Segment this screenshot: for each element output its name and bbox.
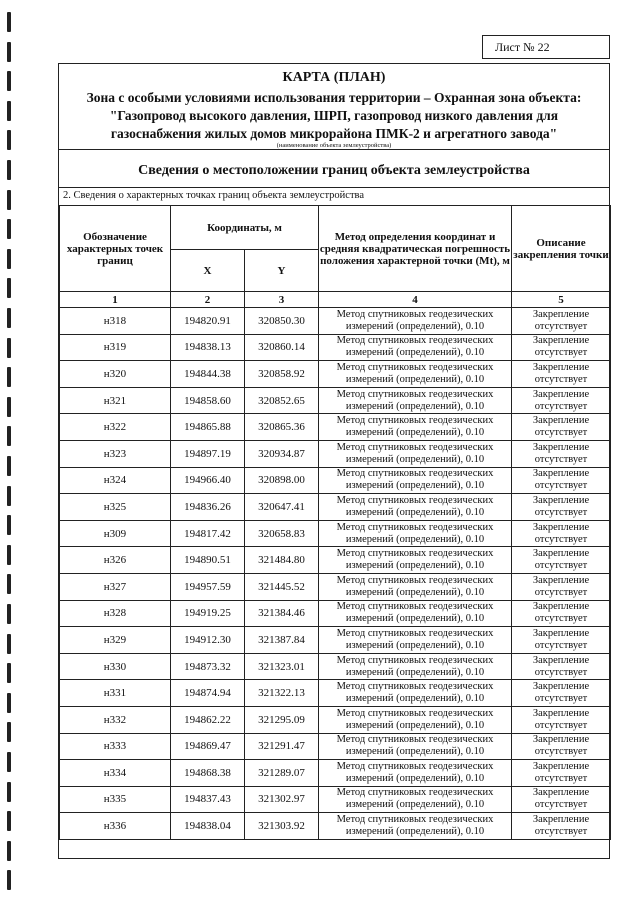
subtitle-line: "Газопровод высокого давления, ШРП, газопровод низкого давления для bbox=[109, 108, 559, 123]
x-coordinate-cell: 194874.94 bbox=[171, 680, 245, 707]
table-row bbox=[60, 414, 611, 441]
binding-hole bbox=[7, 101, 11, 121]
subsection-title: 2. Сведения о характерных точках границ объекта землеустройства bbox=[63, 190, 365, 201]
method-cell: Метод спутниковых геодезических измерений (определений), 0.10 bbox=[319, 494, 512, 521]
method-cell: Метод спутниковых геодезических измерений (определений), 0.10 bbox=[319, 653, 512, 680]
x-coordinate-cell: 194844.38 bbox=[171, 361, 245, 388]
x-coordinate-cell: 194838.13 bbox=[171, 334, 245, 361]
fixing-cell: Закрепление отсутствует bbox=[512, 467, 611, 494]
y-coordinate-cell: 321303.92 bbox=[245, 813, 319, 840]
binding-hole bbox=[7, 367, 11, 387]
x-coordinate-cell: 194865.88 bbox=[171, 414, 245, 441]
fixing-cell: Закрепление отсутствует bbox=[512, 334, 611, 361]
table-row bbox=[60, 520, 611, 547]
col-index: 5 bbox=[512, 292, 611, 308]
point-id-cell: н335 bbox=[60, 786, 171, 813]
method-cell: Метод спутниковых геодезических измерений (определений), 0.10 bbox=[319, 361, 512, 388]
binding-hole bbox=[7, 870, 11, 890]
point-id-cell: н318 bbox=[60, 308, 171, 335]
point-id-cell: н331 bbox=[60, 680, 171, 707]
table-row bbox=[60, 573, 611, 600]
table-row bbox=[60, 600, 611, 627]
binding-hole bbox=[7, 722, 11, 742]
point-id-cell: н319 bbox=[60, 334, 171, 361]
point-id-cell: н328 bbox=[60, 600, 171, 627]
binding-hole bbox=[7, 308, 11, 328]
table-body bbox=[60, 308, 611, 840]
fixing-cell: Закрепление отсутствует bbox=[512, 440, 611, 467]
y-coordinate-cell: 320865.36 bbox=[245, 414, 319, 441]
point-id-cell: н323 bbox=[60, 440, 171, 467]
binding-hole bbox=[7, 338, 11, 358]
binding-hole bbox=[7, 693, 11, 713]
binding-hole bbox=[7, 278, 11, 298]
y-coordinate-cell: 321445.52 bbox=[245, 573, 319, 600]
table-row bbox=[60, 308, 611, 335]
x-coordinate-cell: 194858.60 bbox=[171, 387, 245, 414]
method-cell: Метод спутниковых геодезических измерений (определений), 0.10 bbox=[319, 813, 512, 840]
point-id-cell: н329 bbox=[60, 627, 171, 654]
point-id-cell: н334 bbox=[60, 760, 171, 787]
col-header-fixing: Описание закрепления точки bbox=[512, 206, 611, 292]
y-coordinate-cell: 320858.92 bbox=[245, 361, 319, 388]
method-cell: Метод спутниковых геодезических измерений (определений), 0.10 bbox=[319, 733, 512, 760]
x-coordinate-cell: 194820.91 bbox=[171, 308, 245, 335]
document-frame bbox=[58, 63, 610, 859]
method-cell: Метод спутниковых геодезических измерений (определений), 0.10 bbox=[319, 387, 512, 414]
binding-hole bbox=[7, 841, 11, 861]
x-coordinate-cell: 194838.04 bbox=[171, 813, 245, 840]
binding-hole bbox=[7, 811, 11, 831]
fixing-cell: Закрепление отсутствует bbox=[512, 494, 611, 521]
x-coordinate-cell: 194966.40 bbox=[171, 467, 245, 494]
method-cell: Метод спутниковых геодезических измерений (определений), 0.10 bbox=[319, 786, 512, 813]
document-subtitle bbox=[59, 89, 609, 143]
x-coordinate-cell: 194836.26 bbox=[171, 494, 245, 521]
fixing-cell: Закрепление отсутствует bbox=[512, 813, 611, 840]
x-coordinate-cell: 194817.42 bbox=[171, 520, 245, 547]
fixing-cell: Закрепление отсутствует bbox=[512, 706, 611, 733]
col-index: 4 bbox=[319, 292, 512, 308]
col-index: 3 bbox=[245, 292, 319, 308]
point-id-cell: н320 bbox=[60, 361, 171, 388]
binding-hole bbox=[7, 456, 11, 476]
y-coordinate-cell: 320898.00 bbox=[245, 467, 319, 494]
y-coordinate-cell: 321384.46 bbox=[245, 600, 319, 627]
subtitle-line: газоснабжения жилых домов микрорайона ПМК-2 и агрегатного завода" bbox=[110, 126, 558, 141]
object-caption: (наименование объекта землеустройства) bbox=[276, 142, 392, 149]
point-id-cell: н333 bbox=[60, 733, 171, 760]
binding-hole bbox=[7, 604, 11, 624]
table-row bbox=[60, 387, 611, 414]
point-id-cell: н309 bbox=[60, 520, 171, 547]
x-coordinate-cell: 194868.38 bbox=[171, 760, 245, 787]
fixing-cell: Закрепление отсутствует bbox=[512, 653, 611, 680]
document-header bbox=[59, 64, 609, 150]
point-id-cell: н321 bbox=[60, 387, 171, 414]
method-cell: Метод спутниковых геодезических измерений (определений), 0.10 bbox=[319, 680, 512, 707]
fixing-cell: Закрепление отсутствует bbox=[512, 733, 611, 760]
binding-hole bbox=[7, 12, 11, 32]
point-id-cell: н322 bbox=[60, 414, 171, 441]
binding-hole bbox=[7, 782, 11, 802]
fixing-cell: Закрепление отсутствует bbox=[512, 627, 611, 654]
binding-hole bbox=[7, 663, 11, 683]
x-coordinate-cell: 194837.43 bbox=[171, 786, 245, 813]
method-cell: Метод спутниковых геодезических измерений (определений), 0.10 bbox=[319, 414, 512, 441]
section-title: Сведения о местоположении границ объекта землеустройства bbox=[59, 154, 609, 188]
binding-hole bbox=[7, 752, 11, 772]
binding-hole bbox=[7, 249, 11, 269]
binding-hole bbox=[7, 426, 11, 446]
x-coordinate-cell: 194890.51 bbox=[171, 547, 245, 574]
method-cell: Метод спутниковых геодезических измерений (определений), 0.10 bbox=[319, 467, 512, 494]
table-row bbox=[60, 467, 611, 494]
y-coordinate-cell: 320658.83 bbox=[245, 520, 319, 547]
binding-hole bbox=[7, 397, 11, 417]
col-header-x: X bbox=[171, 250, 245, 292]
col-index: 2 bbox=[171, 292, 245, 308]
method-cell: Метод спутниковых геодезических измерений (определений), 0.10 bbox=[319, 760, 512, 787]
y-coordinate-cell: 321484.80 bbox=[245, 547, 319, 574]
fixing-cell: Закрепление отсутствует bbox=[512, 387, 611, 414]
table-row bbox=[60, 494, 611, 521]
point-id-cell: н336 bbox=[60, 813, 171, 840]
table-row bbox=[60, 706, 611, 733]
point-id-cell: н325 bbox=[60, 494, 171, 521]
method-cell: Метод спутниковых геодезических измерений (определений), 0.10 bbox=[319, 440, 512, 467]
y-coordinate-cell: 321387.84 bbox=[245, 627, 319, 654]
fixing-cell: Закрепление отсутствует bbox=[512, 414, 611, 441]
point-id-cell: н326 bbox=[60, 547, 171, 574]
method-cell: Метод спутниковых геодезических измерений (определений), 0.10 bbox=[319, 308, 512, 335]
y-coordinate-cell: 321302.97 bbox=[245, 786, 319, 813]
y-coordinate-cell: 321289.07 bbox=[245, 760, 319, 787]
col-header-y: Y bbox=[245, 250, 319, 292]
table-row bbox=[60, 786, 611, 813]
fixing-cell: Закрепление отсутствует bbox=[512, 308, 611, 335]
fixing-cell: Закрепление отсутствует bbox=[512, 786, 611, 813]
method-cell: Метод спутниковых геодезических измерений (определений), 0.10 bbox=[319, 600, 512, 627]
document-title: КАРТА (ПЛАН) bbox=[282, 70, 386, 85]
table-row bbox=[60, 334, 611, 361]
col-header-point: Обозначение характерных точек границ bbox=[60, 206, 171, 292]
binding-hole bbox=[7, 545, 11, 565]
method-cell: Метод спутниковых геодезических измерений (определений), 0.10 bbox=[319, 573, 512, 600]
x-coordinate-cell: 194869.47 bbox=[171, 733, 245, 760]
y-coordinate-cell: 320852.65 bbox=[245, 387, 319, 414]
y-coordinate-cell: 320934.87 bbox=[245, 440, 319, 467]
binding-hole bbox=[7, 634, 11, 654]
binding-hole bbox=[7, 515, 11, 535]
method-cell: Метод спутниковых геодезических измерений (определений), 0.10 bbox=[319, 520, 512, 547]
x-coordinate-cell: 194897.19 bbox=[171, 440, 245, 467]
table-row bbox=[60, 760, 611, 787]
binding-hole bbox=[7, 160, 11, 180]
x-coordinate-cell: 194919.25 bbox=[171, 600, 245, 627]
y-coordinate-cell: 321295.09 bbox=[245, 706, 319, 733]
point-id-cell: н324 bbox=[60, 467, 171, 494]
sheet-number bbox=[482, 35, 610, 59]
binding-hole bbox=[7, 71, 11, 91]
method-cell: Метод спутниковых геодезических измерений (определений), 0.10 bbox=[319, 334, 512, 361]
fixing-cell: Закрепление отсутствует bbox=[512, 520, 611, 547]
x-coordinate-cell: 194957.59 bbox=[171, 573, 245, 600]
x-coordinate-cell: 194873.32 bbox=[171, 653, 245, 680]
points-table bbox=[59, 205, 611, 840]
table-row bbox=[60, 813, 611, 840]
binding-holes bbox=[0, 0, 22, 905]
y-coordinate-cell: 321323.01 bbox=[245, 653, 319, 680]
point-id-cell: н327 bbox=[60, 573, 171, 600]
col-index: 1 bbox=[60, 292, 171, 308]
method-cell: Метод спутниковых геодезических измерений (определений), 0.10 bbox=[319, 547, 512, 574]
table-row bbox=[60, 361, 611, 388]
x-coordinate-cell: 194862.22 bbox=[171, 706, 245, 733]
y-coordinate-cell: 321322.13 bbox=[245, 680, 319, 707]
y-coordinate-cell: 320850.30 bbox=[245, 308, 319, 335]
table-row bbox=[60, 680, 611, 707]
col-header-method: Метод определения координат и средняя квадратическая погрешность положения характерной точки (Mt), м bbox=[319, 206, 512, 292]
y-coordinate-cell: 320860.14 bbox=[245, 334, 319, 361]
fixing-cell: Закрепление отсутствует bbox=[512, 680, 611, 707]
table-row bbox=[60, 733, 611, 760]
binding-hole bbox=[7, 42, 11, 62]
binding-hole bbox=[7, 219, 11, 239]
binding-hole bbox=[7, 574, 11, 594]
table-row bbox=[60, 627, 611, 654]
y-coordinate-cell: 321291.47 bbox=[245, 733, 319, 760]
x-coordinate-cell: 194912.30 bbox=[171, 627, 245, 654]
fixing-cell: Закрепление отсутствует bbox=[512, 760, 611, 787]
col-header-coordinates: Координаты, м bbox=[171, 206, 319, 250]
y-coordinate-cell: 320647.41 bbox=[245, 494, 319, 521]
point-id-cell: н330 bbox=[60, 653, 171, 680]
fixing-cell: Закрепление отсутствует bbox=[512, 600, 611, 627]
table-row bbox=[60, 547, 611, 574]
table-row bbox=[60, 653, 611, 680]
fixing-cell: Закрепление отсутствует bbox=[512, 361, 611, 388]
method-cell: Метод спутниковых геодезических измерений (определений), 0.10 bbox=[319, 627, 512, 654]
sheet-number-label: Лист № 22 bbox=[495, 40, 550, 54]
point-id-cell: н332 bbox=[60, 706, 171, 733]
fixing-cell: Закрепление отсутствует bbox=[512, 547, 611, 574]
binding-hole bbox=[7, 130, 11, 150]
binding-hole bbox=[7, 190, 11, 210]
table-row bbox=[60, 440, 611, 467]
method-cell: Метод спутниковых геодезических измерений (определений), 0.10 bbox=[319, 706, 512, 733]
subtitle-line: Зона с особыми условиями использования территории – Охранная зона объекта: bbox=[86, 90, 582, 105]
binding-hole bbox=[7, 486, 11, 506]
fixing-cell: Закрепление отсутствует bbox=[512, 573, 611, 600]
